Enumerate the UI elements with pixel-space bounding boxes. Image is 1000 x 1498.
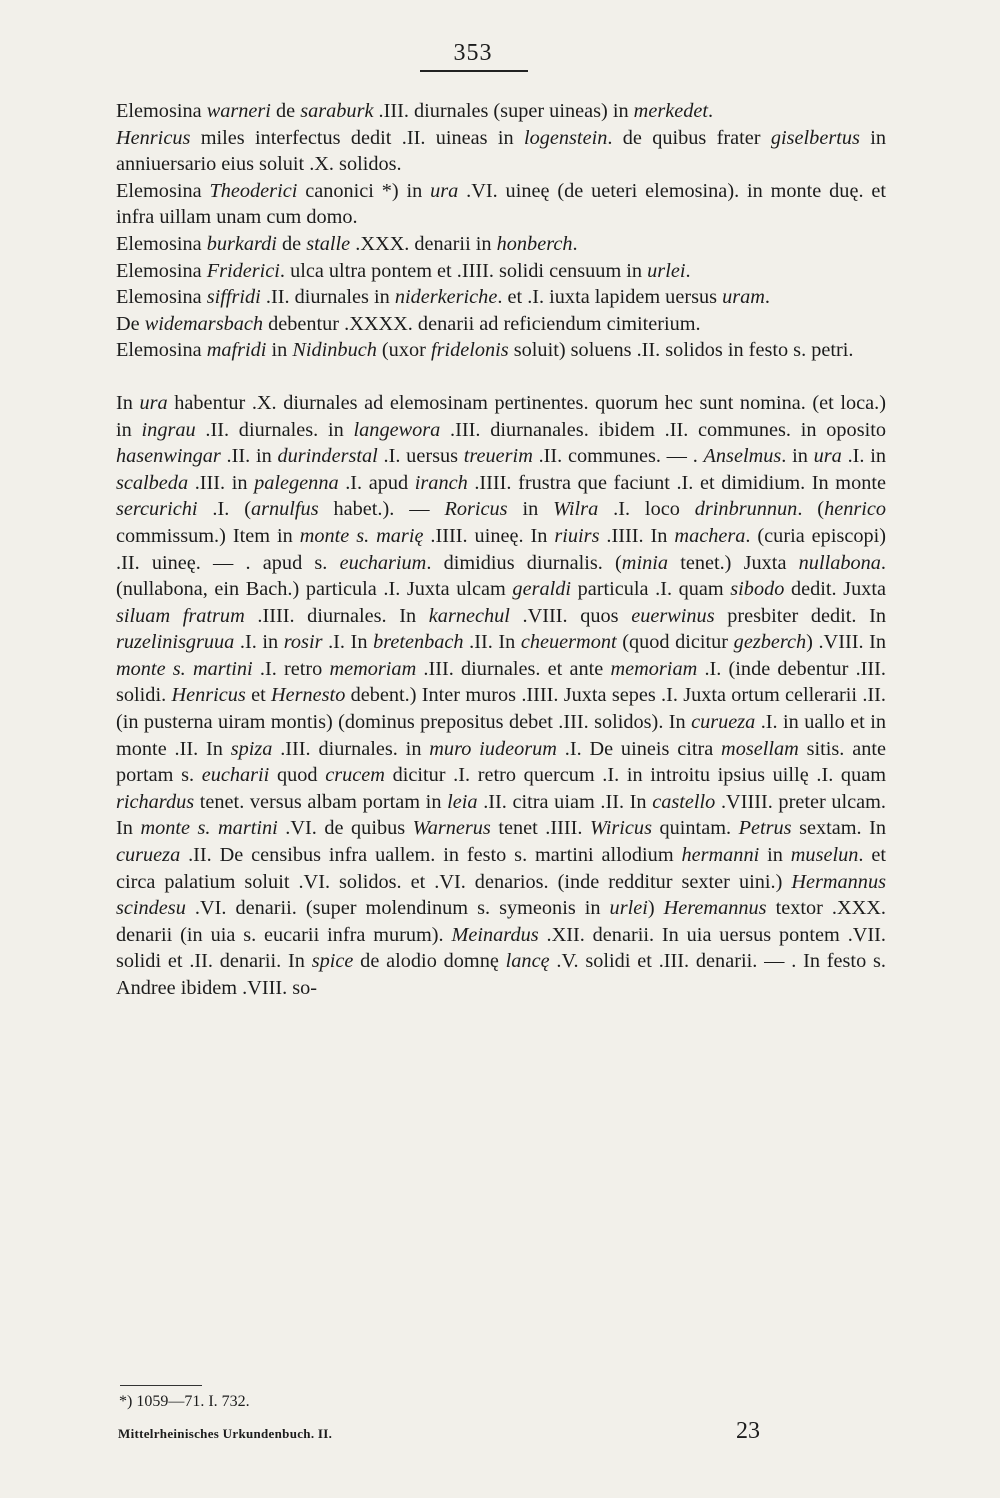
italic-name: henrico	[824, 498, 887, 521]
italic-name: curueza	[691, 711, 756, 734]
italic-name: crucem	[325, 764, 385, 787]
text-run: canonici *) in	[297, 179, 431, 202]
italic-name: monte s. martini	[116, 657, 253, 680]
text-run: .II. diurnales in	[260, 286, 395, 309]
italic-name: Heremannus	[663, 897, 767, 920]
italic-name: ruzelinisgruua	[116, 631, 235, 654]
italic-name: richardus	[116, 790, 195, 813]
italic-name: memoriam	[329, 657, 417, 680]
italic-name: Hermannus scindesu	[116, 870, 886, 920]
footnote: *) 1059—71. I. 732.	[119, 1393, 250, 1410]
text-run: . de quibus frater	[607, 126, 771, 149]
paragraph	[116, 98, 886, 125]
text-run: debentur .XXXX. denarii ad reficiendum cimiterium.	[263, 312, 701, 335]
italic-name: ura	[139, 391, 168, 414]
text-run: .	[764, 286, 770, 309]
italic-name: geraldi	[512, 578, 572, 601]
text-run: .I. in	[234, 631, 284, 654]
paragraph	[116, 284, 886, 311]
italic-name: langewora	[353, 418, 441, 441]
printer-signature: Mittelrheinisches Urkundenbuch. II.	[118, 1426, 333, 1441]
paragraph	[116, 231, 886, 258]
text-run: .	[708, 100, 714, 122]
text-run: .IIII. diurnales. In	[244, 604, 429, 627]
text-run: . (	[797, 498, 825, 521]
italic-name: durinderstal	[277, 445, 378, 468]
italic-name: Warnerus	[412, 817, 491, 840]
text-run: .II. diurnales. in	[195, 418, 354, 441]
text-run: .VIIII. preter ulcam. In	[116, 790, 886, 840]
text-run: habentur .X. diurnales ad elemosinam pertinentes. quorum hec sunt nomina. (et loca.) in	[116, 391, 887, 441]
text-run: .III. diurnanales. ibidem .II. communes. in oposito	[440, 418, 886, 441]
italic-name: memoriam	[610, 657, 698, 680]
text-run: . (curia episcopi) .II. uineę. — . apud s.	[116, 524, 887, 574]
italic-name: fridelonis	[430, 339, 509, 362]
text-run: . et .I. iuxta lapidem uersus	[497, 286, 723, 309]
page-number: 353	[453, 40, 493, 66]
text-run: Elemosina	[116, 286, 207, 309]
text-run: .I. in	[841, 445, 886, 468]
text-run: sextam. In	[791, 817, 887, 840]
text-run: et	[245, 684, 271, 707]
text-run: .II. citra uiam .II. In	[477, 790, 653, 813]
italic-name: minia	[621, 551, 668, 574]
italic-name: eucharii	[201, 764, 270, 787]
italic-name: monte s. marię	[299, 524, 424, 547]
text-run: .II. In	[463, 631, 521, 654]
italic-name: widemarsbach	[144, 312, 264, 335]
text-run: tenet.) Juxta	[668, 551, 799, 574]
italic-name: arnulfus	[250, 498, 319, 521]
italic-name: Henricus	[116, 126, 191, 149]
italic-name: machera	[674, 524, 746, 547]
italic-name: monte s. martini	[140, 817, 278, 840]
italic-name: muselun	[790, 844, 859, 867]
paragraph	[116, 258, 886, 285]
paragraph	[116, 390, 886, 1002]
italic-name: sibodo	[730, 578, 785, 601]
text-run: de alodio domnę	[353, 950, 506, 973]
italic-name: euerwinus	[631, 604, 715, 627]
italic-name: rosir	[283, 631, 323, 654]
italic-name: merkedet	[633, 100, 708, 122]
text-run: .I. apud	[338, 471, 415, 494]
italic-name: mafridi	[206, 339, 267, 362]
italic-name: Petrus	[738, 817, 792, 840]
text-run: miles interfectus dedit .II. uineas in	[190, 126, 524, 149]
italic-name: honberch	[496, 232, 573, 255]
text-run: habet.). —	[318, 498, 445, 521]
text-run: (uxor	[376, 339, 431, 362]
text-run: ) .VIII. In	[806, 631, 887, 654]
italic-name: Henricus	[171, 684, 246, 707]
text-run: soluit) soluens .II. solidos in festo s. petri.	[508, 339, 854, 362]
text-run: de	[276, 232, 307, 255]
text-run: .VIII. quos	[509, 604, 632, 627]
text-run: . dimidius diurnalis. (	[426, 551, 622, 574]
text-run: .VI. de quibus	[277, 817, 413, 840]
italic-name: logenstein	[523, 126, 608, 149]
text-run: commissum.) Item in	[116, 524, 300, 547]
text-run: .VI. denarii. (super molendinum s. symeonis in	[185, 897, 610, 920]
italic-name: curueza	[116, 844, 181, 867]
text-run: quintam.	[651, 817, 739, 840]
paragraph	[116, 178, 886, 231]
text-run: .III. diurnales. in	[272, 737, 430, 760]
italic-name: cheuermont	[520, 631, 617, 654]
italic-name: warneri	[206, 100, 271, 122]
text-run: .IIII. frustra que faciunt .I. et dimidium. In monte	[467, 471, 887, 494]
italic-name: Nidinbuch	[292, 339, 377, 362]
text-run: .I. In	[322, 631, 374, 654]
text-run: )	[647, 897, 664, 920]
text-run: .III. diurnales. et ante	[416, 657, 611, 680]
italic-name: drinbrunnun	[694, 498, 798, 521]
body-text	[116, 98, 886, 1002]
italic-name: ura	[813, 445, 842, 468]
italic-name: karnechul	[428, 604, 510, 627]
text-run: . (nullabona, ein Bach.) particula .I. Juxta ulcam	[116, 551, 886, 601]
italic-name: Theoderici	[209, 179, 298, 202]
italic-name: ingrau	[141, 418, 196, 441]
text-run: .VI. uineę (de ueteri elemosina). in monte duę. et infra uillam unam cum domo.	[116, 179, 886, 229]
italic-name: riuirs	[554, 524, 600, 547]
italic-name: castello	[652, 790, 716, 813]
italic-name: nullabona	[798, 551, 881, 574]
italic-name: giselbertus	[770, 126, 860, 149]
text-run: .XII. denarii. In uia uersus pontem .VII. solidi et .II. denarii. In	[116, 923, 886, 973]
text-run: .XXX. denarii in	[350, 232, 497, 255]
text-run: .II. De censibus infra uallem. in festo s. martini allodium	[180, 844, 682, 867]
text-run: sitis. ante portam s.	[116, 737, 886, 787]
italic-name: uram	[722, 286, 765, 309]
text-run: .I. loco	[598, 498, 695, 521]
italic-name: palegenna	[254, 471, 339, 494]
paragraph	[116, 311, 886, 338]
text-run: .III. in	[188, 471, 255, 494]
italic-name: Wilra	[553, 498, 599, 521]
italic-name: leia	[447, 790, 478, 813]
italic-name: burkardi	[206, 232, 277, 255]
text-run: Elemosina	[116, 259, 207, 282]
text-run: .IIII. uineę. In	[423, 524, 555, 547]
italic-name: Roricus	[444, 498, 508, 521]
text-run: in	[266, 339, 293, 362]
italic-name: eucharium	[339, 551, 427, 574]
text-run: in	[507, 498, 554, 521]
italic-name: sercurichi	[116, 498, 198, 521]
italic-name: Meinardus	[451, 923, 539, 946]
text-run: De	[116, 312, 145, 335]
italic-name: Wiricus	[589, 817, 652, 840]
italic-name: treuerim	[463, 445, 533, 468]
text-run: tenet. versus albam portam in	[194, 790, 448, 813]
text-run: particula .I. quam	[571, 578, 731, 601]
sheet-number: 23	[736, 1418, 760, 1444]
italic-name: spiza	[230, 737, 273, 760]
italic-name: hermanni	[681, 844, 760, 867]
text-run: .IIII. In	[599, 524, 675, 547]
text-run: .I. in uallo et in monte .II. In	[116, 711, 886, 760]
text-run: .III. diurnales (super uineas) in	[373, 100, 634, 122]
text-run: In	[116, 391, 140, 414]
text-run: .V. solidi et .III. denarii. — . In festo s. Andree ibidem .VIII. so-	[116, 950, 886, 999]
footnote-rule	[120, 1385, 202, 1386]
italic-name: Friderici	[206, 259, 280, 282]
text-run: . in	[781, 445, 814, 468]
section-gap	[116, 364, 886, 390]
text-run: Elemosina	[116, 179, 210, 202]
text-run: .I. De uineis citra	[556, 737, 722, 760]
text-run: in anniuersario eius soluit .X. solidos.	[116, 126, 886, 176]
text-run: dicitur .I. retro quercum .I. in introitu ipsius uillę .I. quam	[384, 764, 886, 787]
italic-name: siffridi	[206, 286, 261, 309]
italic-name: saraburk	[300, 100, 374, 122]
text-run: tenet .IIII.	[490, 817, 590, 840]
text-run: Elemosina	[116, 100, 207, 122]
italic-name: stalle	[306, 232, 351, 255]
italic-name: muro iudeorum	[429, 737, 557, 760]
italic-name: ura	[430, 179, 459, 202]
italic-name: iranch	[414, 471, 468, 494]
italic-name: mosellam	[721, 737, 799, 760]
italic-name: hasenwingar	[116, 445, 221, 468]
text-run: .II. in	[220, 445, 278, 468]
text-run: .	[685, 259, 691, 282]
italic-name: lancę	[505, 950, 550, 973]
italic-name: scalbeda	[116, 471, 189, 494]
text-run: .I. retro	[252, 657, 330, 680]
italic-name: niderkeriche	[394, 286, 498, 309]
text-run: .I. uersus	[377, 445, 464, 468]
text-run: debent.) Inter muros .IIII. Juxta sepes .I. Juxta ortum cellerarii .II. (in pusterna uiram montis) (dominus prepositus debet .III. solidos). In	[116, 684, 886, 734]
text-run: in	[759, 844, 791, 867]
italic-name: Anselmus	[703, 445, 782, 468]
italic-name: Hernesto	[270, 684, 346, 707]
italic-name: gezberch	[733, 631, 807, 654]
text-run: . et circa palatium soluit .VI. solidos. et .VI. denarios. (inde redditur sexter uini.)	[116, 844, 886, 893]
italic-name: urlei	[647, 259, 686, 282]
text-run: Elemosina	[116, 232, 207, 255]
text-run: Elemosina	[116, 339, 207, 362]
header-rule	[420, 70, 528, 72]
text-run: quod	[269, 764, 326, 787]
text-run: .	[572, 232, 578, 255]
text-run: de	[270, 100, 301, 122]
text-run: .II. communes. — .	[532, 445, 704, 468]
text-run: . ulca ultra pontem et .IIII. solidi censuum in	[279, 259, 648, 282]
text-run: .I. (	[197, 498, 251, 521]
text-run: presbiter dedit. In	[714, 604, 887, 627]
text-run: .I. (inde debentur .III. solidi.	[116, 657, 886, 707]
paragraph	[116, 125, 886, 178]
paragraph	[116, 337, 886, 364]
italic-name: siluam fratrum	[116, 604, 245, 627]
text-run: dedit. Juxta	[784, 578, 886, 601]
italic-name: bretenbach	[373, 631, 464, 654]
text-run: textor .XXX. denarii (in uia s. eucarii infra murum).	[116, 897, 886, 946]
italic-name: spice	[311, 950, 354, 973]
italic-name: urlei	[609, 897, 648, 920]
text-run: (quod dicitur	[616, 631, 734, 654]
